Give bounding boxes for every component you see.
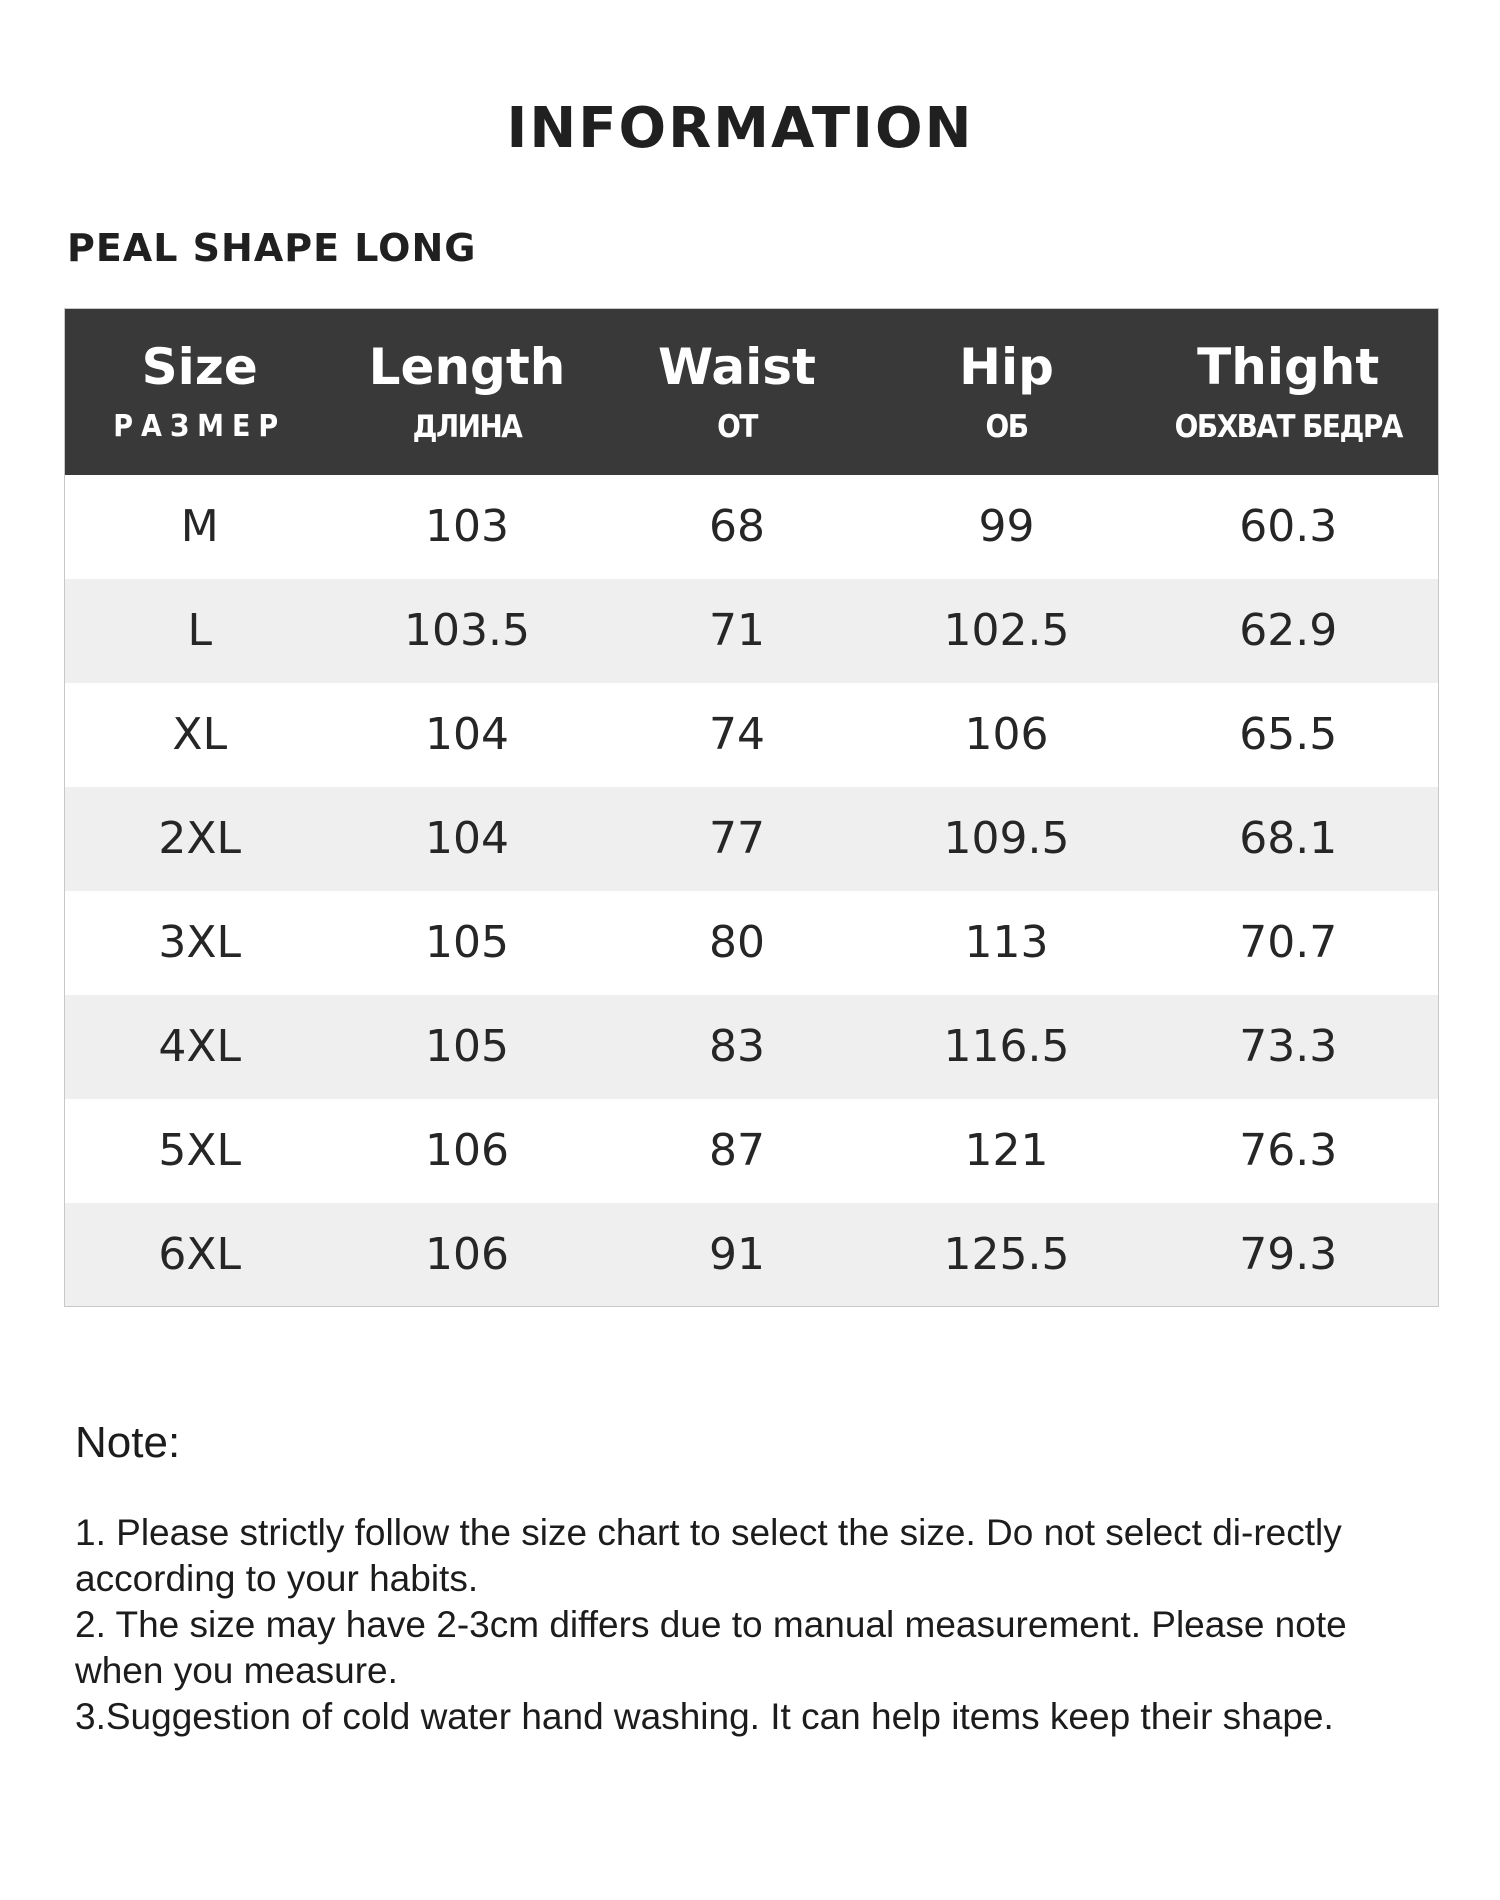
length-cell: 105	[425, 917, 509, 968]
length-cell: 106	[425, 1228, 509, 1280]
table-row	[65, 1203, 1439, 1307]
header-waist-label: Waist	[658, 337, 816, 396]
hip-cell: 109.5	[943, 813, 1070, 864]
table-row	[65, 891, 1439, 995]
header-size-label-ru: РАЗМЕР	[113, 408, 287, 444]
table-row	[65, 475, 1439, 579]
thigh-cell: 73.3	[1239, 1021, 1338, 1072]
header-waist-label-ru: ОТ	[717, 408, 757, 445]
hip-cell: 99	[978, 501, 1035, 552]
table-row	[65, 579, 1439, 683]
header-size	[65, 309, 335, 475]
header-size-label: Size	[141, 337, 258, 396]
waist-cell: 91	[709, 1228, 765, 1280]
header-hip-label: Hip	[959, 337, 1054, 396]
table-row	[65, 995, 1439, 1099]
table-row	[65, 787, 1439, 891]
note-list	[75, 1510, 1405, 1740]
note-item: 1. Please strictly follow the size chart to select the size. Do not select di-rectly according to your habits.	[75, 1512, 1342, 1599]
size-cell: 6XL	[158, 1228, 242, 1280]
note-item: 3.Suggestion of cold water hand washing. It can help items keep their shape.	[75, 1696, 1334, 1737]
size-cell: M	[180, 501, 219, 552]
hip-cell: 113	[964, 917, 1049, 968]
table-row	[65, 1099, 1439, 1203]
header-length	[335, 309, 600, 475]
header-thigh-label: Thight	[1197, 337, 1380, 396]
thigh-cell: 79.3	[1239, 1228, 1338, 1280]
product-subtitle: PEAL SHAPE LONG	[67, 226, 477, 270]
note-heading: Note:	[75, 1418, 181, 1467]
length-cell: 104	[425, 709, 509, 760]
size-cell: XL	[172, 709, 228, 760]
waist-cell: 71	[709, 605, 765, 656]
size-cell: 3XL	[158, 917, 242, 968]
thigh-cell: 65.5	[1239, 709, 1338, 760]
thigh-cell: 76.3	[1239, 1125, 1338, 1176]
length-cell: 105	[425, 1021, 509, 1072]
hip-cell: 102.5	[943, 605, 1070, 656]
hip-cell: 106	[964, 709, 1049, 760]
header-waist	[600, 309, 875, 475]
waist-cell: 87	[709, 1125, 765, 1176]
hip-cell: 121	[964, 1125, 1049, 1176]
thigh-cell: 70.7	[1239, 917, 1338, 968]
waist-cell: 80	[709, 917, 765, 968]
header-length-label: Length	[368, 337, 566, 396]
page-title: INFORMATION	[506, 96, 974, 161]
length-cell: 104	[425, 813, 509, 864]
hip-cell: 125.5	[943, 1228, 1070, 1280]
note-item: 2. The size may have 2-3cm differs due to manual measurement. Please note when you measure.	[75, 1604, 1347, 1691]
size-cell: 2XL	[158, 813, 242, 864]
length-cell: 103	[425, 501, 509, 552]
header-hip	[875, 309, 1139, 475]
length-cell: 103.5	[404, 605, 530, 656]
header-hip-label-ru: ОБ	[985, 408, 1028, 445]
size-cell: 5XL	[158, 1125, 242, 1176]
size-chart-table	[64, 308, 1439, 1307]
thigh-cell: 60.3	[1239, 501, 1338, 552]
waist-cell: 83	[709, 1021, 765, 1072]
size-cell: L	[187, 605, 212, 656]
header-length-label-ru: ДЛИНА	[412, 408, 522, 445]
size-cell: 4XL	[158, 1021, 242, 1072]
table-header-row	[65, 309, 1439, 475]
thigh-cell: 62.9	[1239, 605, 1338, 656]
waist-cell: 68	[709, 501, 765, 552]
waist-cell: 77	[709, 813, 765, 864]
header-thigh	[1139, 309, 1439, 475]
thigh-cell: 68.1	[1239, 813, 1338, 864]
hip-cell: 116.5	[943, 1021, 1070, 1072]
header-thigh-label-ru: ОБХВАТ БЕДРА	[1174, 408, 1402, 445]
waist-cell: 74	[709, 709, 765, 760]
length-cell: 106	[425, 1125, 509, 1176]
table-row	[65, 683, 1439, 787]
